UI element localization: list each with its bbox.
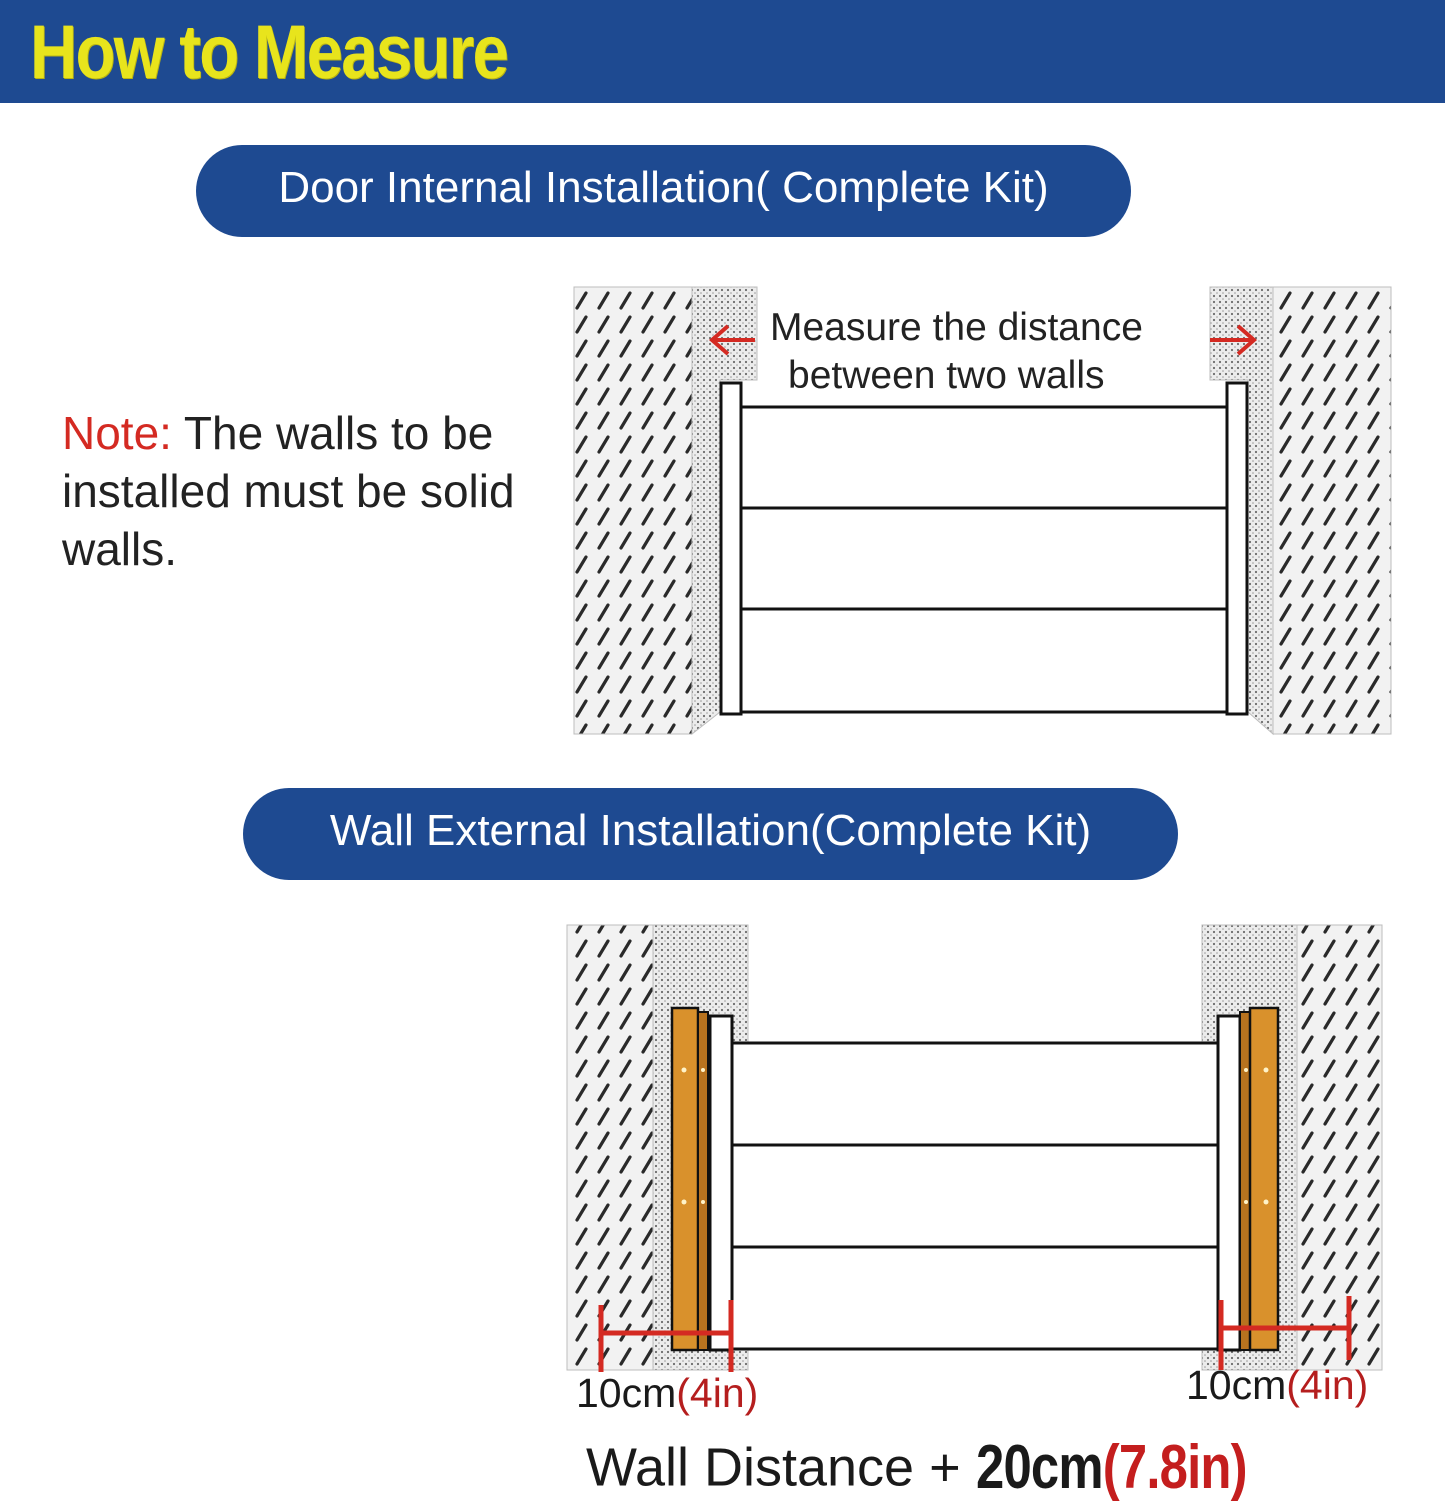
right-dimension-label <box>1186 1362 1368 1409</box>
measure-line-2: between two walls <box>788 354 1105 397</box>
formula-in: (7.8in) <box>1102 1433 1247 1502</box>
right-post <box>1218 1016 1240 1350</box>
gate-panel <box>732 1043 1218 1349</box>
right-dim-in: (4in) <box>1286 1362 1369 1408</box>
section-external-title: Wall External Installation(Complete Kit) <box>243 788 1178 880</box>
right-post <box>1227 383 1247 714</box>
right-wall-outer <box>1273 287 1391 734</box>
left-wood-board-edge <box>698 1012 708 1350</box>
gate-panel <box>741 407 1227 712</box>
right-wood-board <box>1250 1008 1278 1350</box>
page-title: How to Measure <box>30 10 508 95</box>
wall-distance-formula <box>586 1432 1306 1503</box>
external-diagram <box>567 925 1382 1372</box>
right-dim-cm: 10cm <box>1186 1362 1287 1408</box>
left-dim-in: (4in) <box>676 1370 759 1416</box>
note-label: Note: <box>62 407 172 459</box>
left-dimension-label <box>576 1370 758 1417</box>
left-wall-outer <box>574 287 692 734</box>
formula-amount <box>976 1432 1247 1503</box>
formula-cm: 20cm <box>975 1433 1103 1502</box>
right-wall-outer <box>1297 925 1382 1370</box>
section-internal-title: Door Internal Installation( Complete Kit) <box>196 145 1131 237</box>
left-post <box>721 383 741 714</box>
formula-base: Wall Distance + <box>586 1437 976 1498</box>
note-text: The walls to be installed must be solid walls. <box>62 407 515 575</box>
left-wall-outer <box>567 925 653 1370</box>
left-post <box>710 1016 732 1350</box>
right-wood-board-edge <box>1240 1012 1250 1350</box>
left-wood-board <box>672 1008 698 1350</box>
left-dim-cm: 10cm <box>576 1370 677 1416</box>
measure-line-1: Measure the distance <box>770 306 1143 349</box>
measure-distance-caption <box>770 304 1200 400</box>
